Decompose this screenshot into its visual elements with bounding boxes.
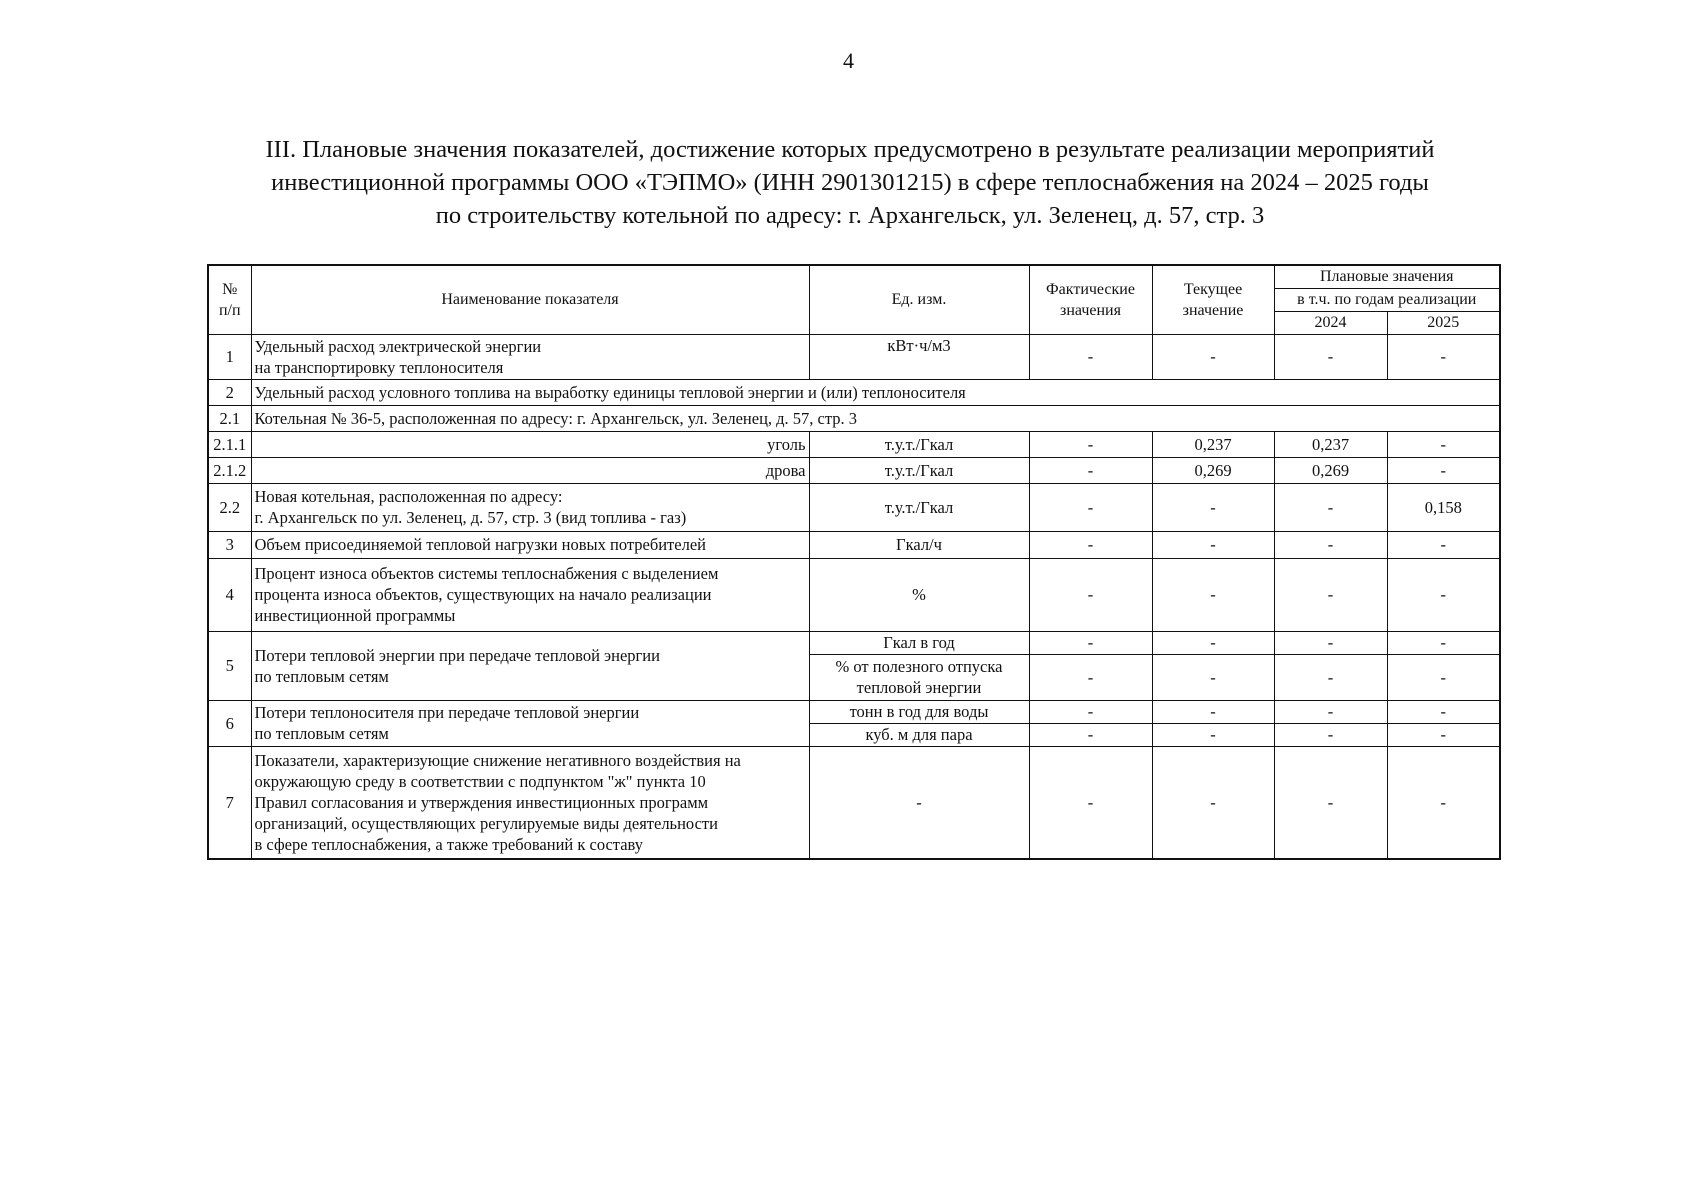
row-2025: - [1387,746,1500,859]
row-num: 1 [208,334,251,379]
row-num: 6 [208,700,251,746]
row-2025: - [1387,558,1500,631]
row-2024: - [1274,700,1387,723]
row-actual: - [1029,558,1152,631]
row-2024: - [1274,558,1387,631]
page-number: 4 [843,48,854,73]
row-2024: - [1274,334,1387,379]
row-current: - [1152,631,1274,654]
row-current: - [1152,700,1274,723]
row-unit: т.у.т./Гкал [809,483,1029,531]
row-name: Объем присоединяемой тепловой нагрузки новых потребителей [251,531,809,558]
row-2024: - [1274,631,1387,654]
indicators-table [207,264,1501,860]
row-num: 2 [208,379,251,405]
row-unit: % [809,558,1029,631]
row-current: - [1152,334,1274,379]
row-actual: - [1029,334,1152,379]
row-name: Потери теплоносителя при передаче тепловой энергии по тепловым сетям [251,700,809,746]
row-unit: тонн в год для воды [809,700,1029,723]
row-current: - [1152,558,1274,631]
row-actual: - [1029,746,1152,859]
row-unit: - [809,746,1029,859]
row-current: - [1152,483,1274,531]
row-name: дрова [251,457,809,483]
row-2025: - [1387,531,1500,558]
table-row [208,558,1500,631]
table-body [208,334,1500,859]
row-num: 2.2 [208,483,251,531]
row-current: - [1152,654,1274,700]
table-row [208,746,1500,859]
table-row [208,379,1500,405]
row-num: 2.1.2 [208,457,251,483]
table-row [208,631,1500,654]
row-2024: 0,237 [1274,431,1387,457]
document-title [205,133,1495,232]
row-unit: т.у.т./Гкал [809,431,1029,457]
row-unit: куб. м для пара [809,723,1029,746]
header-current: Текущее значение [1152,265,1274,334]
row-2024: - [1274,483,1387,531]
row-name: Удельный расход электрической энергии на транспортировку теплоносителя [251,334,809,379]
header-year-2025: 2025 [1387,311,1500,334]
row-2025: - [1387,723,1500,746]
row-num: 2.1 [208,405,251,431]
row-num: 3 [208,531,251,558]
row-current: - [1152,746,1274,859]
row-num: 5 [208,631,251,700]
header-num: № п/п [208,265,251,334]
row-actual: - [1029,631,1152,654]
title-line-3: по строительству котельной по адресу: г. Архангельск, ул. Зеленец, д. 57, стр. 3 [435,202,1265,229]
table-row [208,334,1500,379]
header-by-years: в т.ч. по годам реализации [1274,288,1500,311]
row-2025: 0,158 [1387,483,1500,531]
row-unit: Гкал/ч [809,531,1029,558]
row-2025: - [1387,654,1500,700]
row-2025: - [1387,631,1500,654]
row-name: Котельная № 36-5, расположенная по адресу: г. Архангельск, ул. Зеленец, д. 57, стр. 3 [251,405,1500,431]
row-2025: - [1387,700,1500,723]
table-row [208,531,1500,558]
row-unit: т.у.т./Гкал [809,457,1029,483]
row-actual: - [1029,457,1152,483]
row-num: 7 [208,746,251,859]
header-year-2024: 2024 [1274,311,1387,334]
row-name: Потери тепловой энергии при передаче тепловой энергии по тепловым сетям [251,631,809,700]
row-name: уголь [251,431,809,457]
row-actual: - [1029,483,1152,531]
table-row [208,483,1500,531]
row-current: - [1152,531,1274,558]
row-current: 0,269 [1152,457,1274,483]
table-header [208,265,1500,334]
row-actual: - [1029,654,1152,700]
row-actual: - [1029,431,1152,457]
row-2025: - [1387,431,1500,457]
header-name: Наименование показателя [251,265,809,334]
table-row [208,700,1500,723]
row-2024: - [1274,654,1387,700]
row-actual: - [1029,531,1152,558]
row-name: Новая котельная, расположенная по адресу: г. Архангельск по ул. Зеленец, д. 57, стр. 3 (вид топлива - газ) [251,483,809,531]
table-row [208,457,1500,483]
row-unit: % от полезного отпуска тепловой энергии [809,654,1029,700]
header-actual: Фактические значения [1029,265,1152,334]
title-line-1: III. Плановые значения показателей, достижение которых предусмотрено в результате реализации мероприятий [265,136,1435,163]
row-2025: - [1387,457,1500,483]
row-name: Показатели, характеризующие снижение негативного воздействия на окружающую среду в соответствии с подпунктом "ж" пункта 10 Правил согласования и утверждения инвестиционных программ организаций, осуществляющих регулируемые виды деятельности в сфере теплоснабжения, а также требований к составу [251,746,809,859]
row-current: 0,237 [1152,431,1274,457]
row-2024: - [1274,723,1387,746]
row-2024: 0,269 [1274,457,1387,483]
row-actual: - [1029,700,1152,723]
row-2024: - [1274,746,1387,859]
table-row [208,431,1500,457]
row-num: 2.1.1 [208,431,251,457]
row-num: 4 [208,558,251,631]
row-actual: - [1029,723,1152,746]
row-2024: - [1274,531,1387,558]
row-unit: кВт·ч/м3 [809,334,1029,379]
header-unit: Ед. изм. [809,265,1029,334]
row-name: Процент износа объектов системы теплоснабжения с выделением процента износа объектов, существующих на начало реализации инвестиционной программы [251,558,809,631]
header-planned: Плановые значения [1274,265,1500,288]
row-current: - [1152,723,1274,746]
title-line-2: инвестиционной программы ООО «ТЭПМО» (ИНН 2901301215) в сфере теплоснабжения на 2024 – 2025 годы [271,169,1429,196]
table-row [208,405,1500,431]
row-2025: - [1387,334,1500,379]
row-name: Удельный расход условного топлива на выработку единицы тепловой энергии и (или) теплоносителя [251,379,1500,405]
row-unit: Гкал в год [809,631,1029,654]
